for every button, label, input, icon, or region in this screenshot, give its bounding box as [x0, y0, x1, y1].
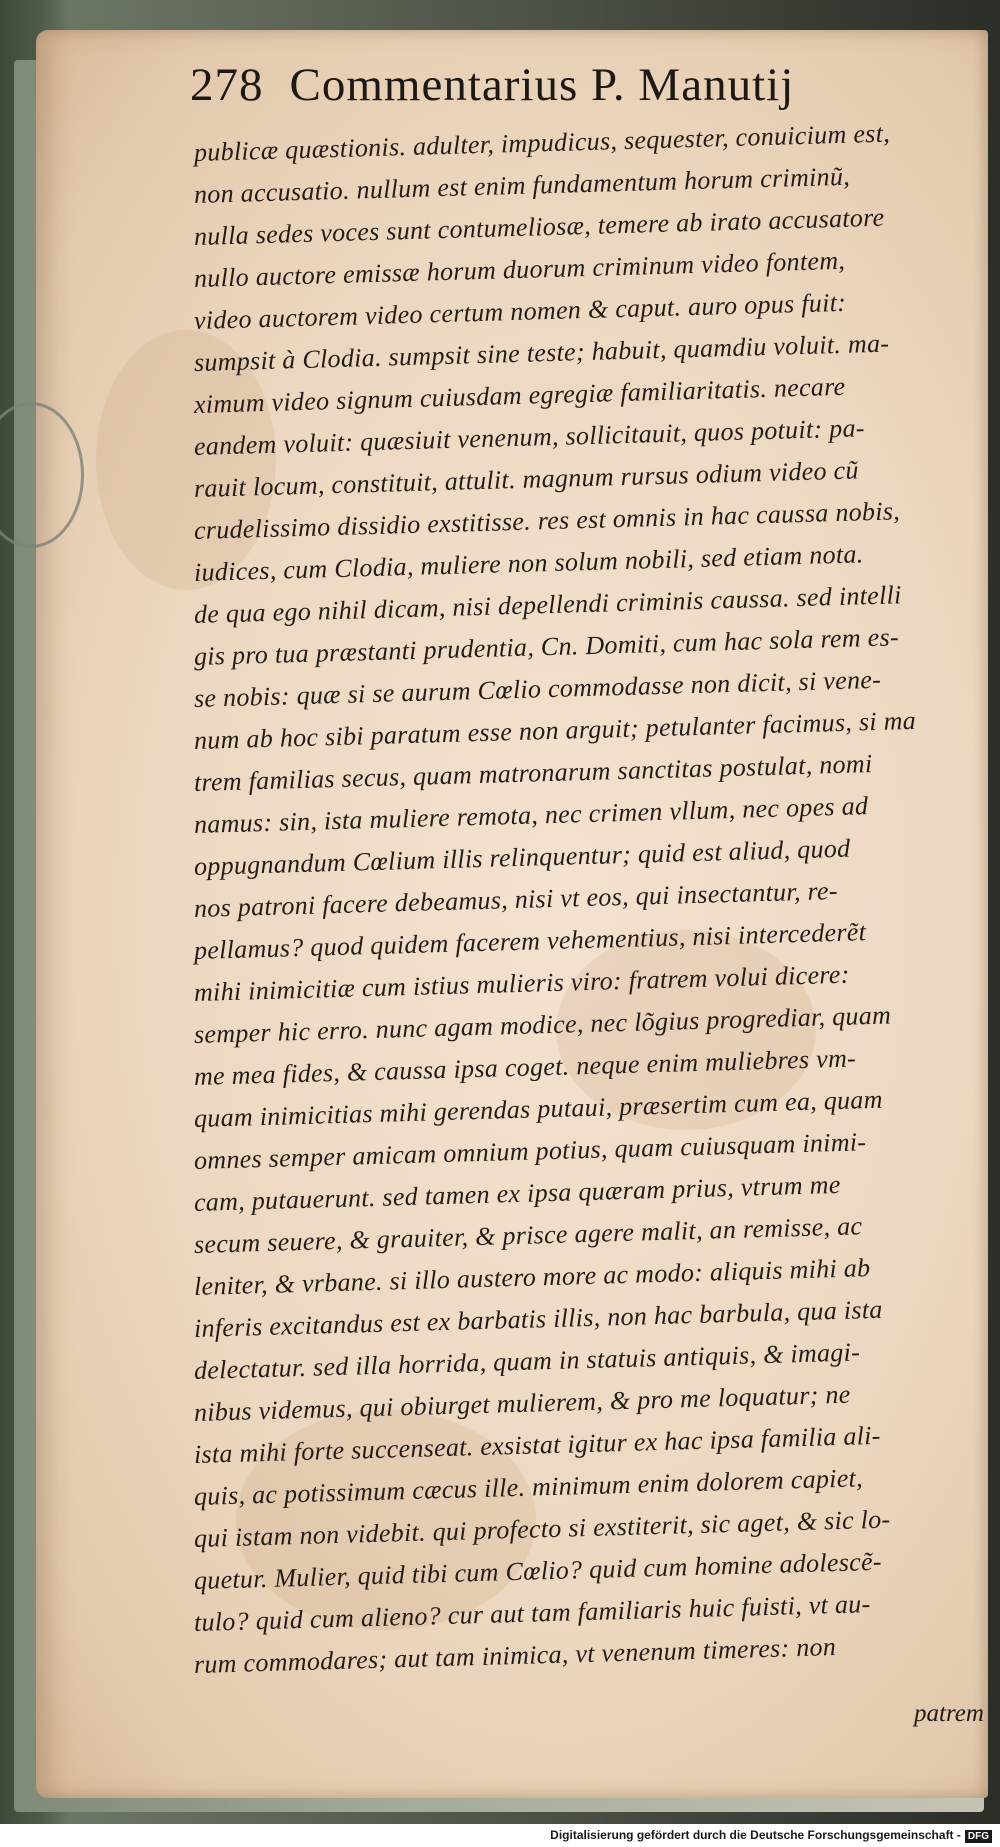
text-line: nulla sedes voces sunt contumeliosæ, temere ab irato accusatore	[193, 202, 885, 251]
text-line: cam, putauerunt. sed tamen ex ipsa quæram prius, vtrum me	[193, 1169, 841, 1217]
text-line: non accusatio. nullum est enim fundamentum horum criminũ,	[193, 161, 851, 209]
text-line: de qua ego nihil dicam, nisi depellendi criminis caussa. sed intelli	[193, 580, 902, 629]
text-line: nibus videmus, qui obiurget mulierem, & pro me loquatur; ne	[193, 1379, 851, 1427]
catchword: patrem	[914, 1700, 984, 1727]
text-line: se nobis: quæ si se aurum Cœlio commodasse non dicit, si vene-	[193, 664, 882, 713]
text-line: pellamus? quod quidem facerem vehementius, nisi intercederẽt	[193, 917, 867, 965]
text-line: iudices, cum Clodia, muliere non solum nobili, sed etiam nota.	[193, 539, 864, 587]
text-line: quam inimicitias mihi gerendas putaui, præsertim cum ea, quam	[193, 1084, 884, 1133]
text-line: inferis excitandus est ex barbatis illis, non hac barbula, qua ista	[193, 1294, 883, 1343]
text-line: oppugnandum Cœlium illis relinquentur; quid est aliud, quod	[193, 833, 851, 881]
text-line: nullo auctore emissæ horum duorum criminum video fontem,	[193, 245, 846, 293]
running-title: Commentarius P. Manutij	[289, 59, 795, 111]
text-line: delectatur. sed illa horrida, quam in statuis antiquis, & imagi-	[193, 1337, 861, 1385]
text-line: semper hic erro. nunc agam modice, nec lõgius progrediar, quam	[193, 1000, 892, 1049]
text-line: video auctorem video certum nomen & caput. auro opus fuit:	[193, 287, 847, 335]
text-line: eandem voluit: quæsiuit venenum, sollicitauit, quos potuit: pa-	[193, 413, 866, 461]
digitization-credit	[550, 1828, 992, 1843]
text-line: ista mihi forte succenseat. exsistat igitur ex hac ipsa familia ali-	[193, 1420, 882, 1469]
text-line: rum commodares; aut tam inimica, vt venenum timeres: non	[193, 1632, 837, 1679]
text-line: gis pro tua præstanti prudentia, Cn. Domiti, cum hac sola rem es-	[193, 622, 900, 671]
text-line: crudelissimo dissidio exstitisse. res est omnis in hac caussa nobis,	[193, 496, 901, 545]
text-line: nos patroni facere debeamus, nisi vt eos, qui insectantur, re-	[193, 876, 839, 923]
text-line: rauit locum, constituit, attulit. magnum rursus odium video cũ	[193, 455, 860, 503]
text-line: quis, ac potissimum cæcus ille. minimum enim dolorem capiet,	[193, 1463, 864, 1511]
text-line: num ab hoc sibi paratum esse non arguit; petulanter facimus, si ma	[193, 705, 917, 755]
dfg-logo: DFG	[965, 1830, 992, 1843]
text-line: sumpsit à Clodia. sumpsit sine teste; habuit, quamdiu voluit. ma-	[193, 328, 890, 377]
text-line: me mea fides, & caussa ipsa coget. neque enim muliebres vm-	[193, 1043, 857, 1091]
page-number: 278	[190, 59, 264, 111]
running-header	[190, 58, 910, 118]
text-line: omnes semper amicam omnium potius, quam cuiusquam inimi-	[193, 1127, 867, 1175]
text-line: mihi inimicitiæ cum istius mulieris viro: fratrem volui dicere:	[193, 959, 850, 1007]
text-line: tulo? quid cum alieno? cur aut tam familiaris huic fuisti, vt au-	[193, 1589, 871, 1637]
credit-text: Digitalisierung gefördert durch die Deutsche Forschungsgemeinschaft -	[550, 1828, 961, 1842]
text-line: leniter, & vrbane. si illo austero more ac modo: aliquis mihi ab	[193, 1253, 871, 1301]
text-line: namus: sin, ista muliere remota, nec crimen vllum, nec opes ad	[193, 791, 869, 839]
text-line: trem familias secus, quam matronarum sanctitas postulat, nomi	[193, 749, 873, 797]
text-line: quetur. Mulier, quid tibi cum Cœlio? quid cum homine adolescẽ-	[193, 1546, 883, 1595]
text-line: secum seuere, & grauiter, & prisce agere malit, an remisse, ac	[193, 1211, 863, 1259]
text-line: ximum video signum cuiusdam egregiæ familiaritatis. necare	[193, 371, 846, 419]
text-line: qui istam non videbit. qui profecto si exstiterit, sic aget, & sic lo-	[193, 1504, 891, 1553]
text-line: publicæ quæstionis. adulter, impudicus, sequester, conuicium est,	[193, 118, 891, 167]
